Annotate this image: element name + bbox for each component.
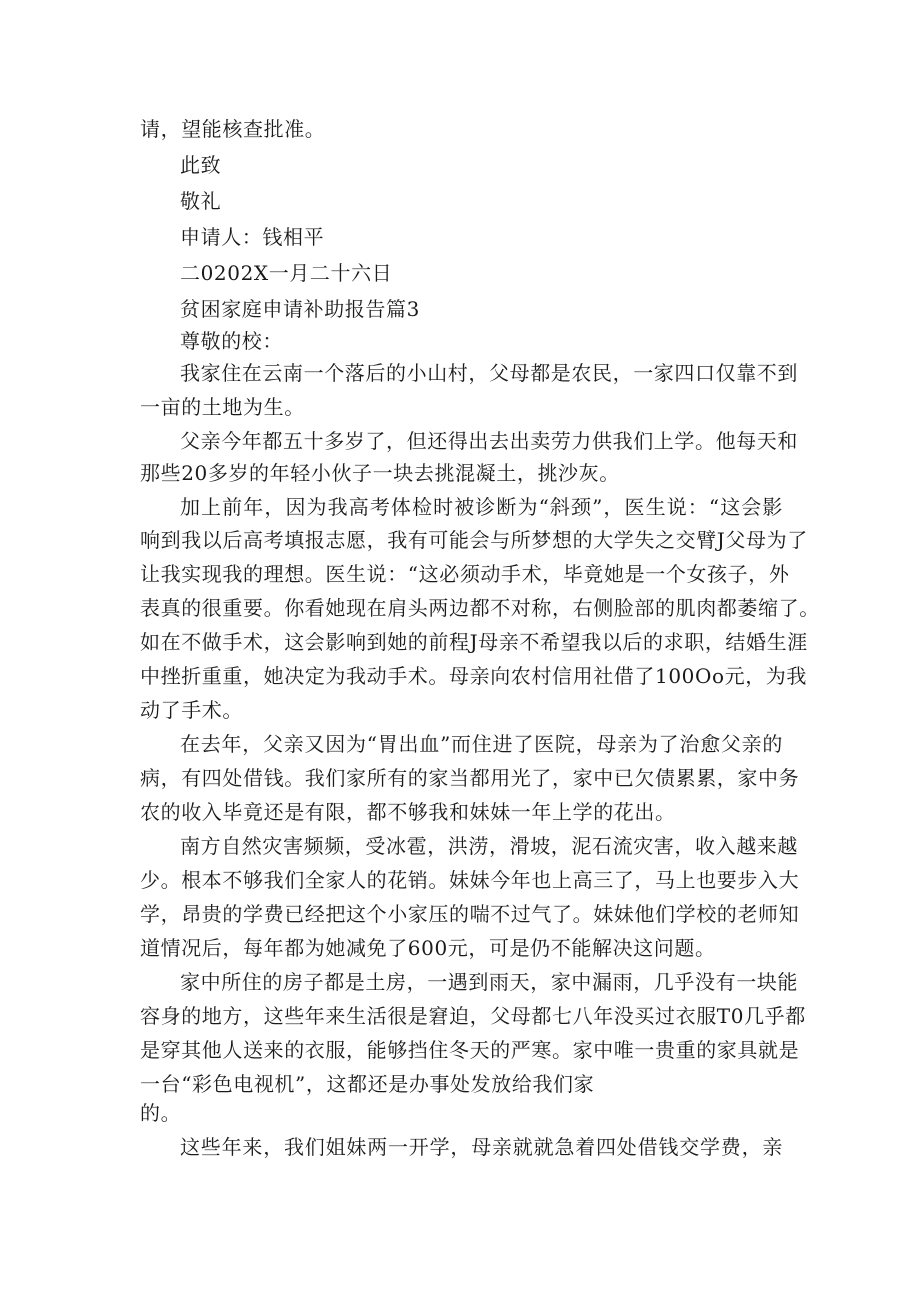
- text-line: 动了手术。: [140, 698, 243, 722]
- text-line: 我家住在云南一个落后的小山村，父母都是农民，一家四口仅靠不到: [180, 361, 798, 385]
- text-line: 那些20多岁的年轻小伙子一块去挑混凝土，挑沙灰。: [140, 461, 620, 485]
- text-line: 少。根本不够我们全家人的花销。妹妹今年也上高三了，马上也要步入大: [140, 868, 800, 892]
- text-line: 道情况后，每年都为她减免了600元，可是仍不能解决这问题。: [140, 936, 716, 960]
- text-line: 中挫折重重，她决定为我动手术。母亲向农村信用社借了100Oo元，为我: [140, 664, 808, 688]
- text-line: 响到我以后高考填报志愿，我有可能会与所梦想的大学失之交臂J父母为了: [140, 528, 808, 552]
- text-line: 是穿其他人送来的衣服，能够挡住冬天的严寒。家中唯一贵重的家具就是: [140, 1038, 800, 1062]
- text-line: 家中所住的房子都是土房，一遇到雨天，家中漏雨，几乎没有一块能: [180, 970, 798, 994]
- text-line: 的。: [140, 1101, 182, 1125]
- text-line: 农的收入毕竟还是有限，都不够我和妹妹一年上学的花出。: [140, 800, 676, 824]
- section-title: 贫困家庭申请补助报告篇3: [180, 297, 420, 321]
- text-line: 父亲今年都五十多岁了，但还得出去出卖劳力供我们上学。他每天和: [180, 429, 798, 453]
- date-line: 二0202X一月二十六日: [180, 261, 393, 285]
- text-line: 学，昂贵的学费已经把这个小家压的喘不过气了。妹妹他们学校的老师知: [140, 902, 800, 926]
- text-line: 让我实现我的理想。医生说：“这必须动手术，毕竟她是一个女孩子，外: [140, 562, 790, 586]
- text-line: 请，望能核查批准。: [140, 117, 326, 141]
- text-line: 南方自然灾害频频，受冰雹，洪涝，滑坡，泥石流灾害，收入越来越: [180, 834, 798, 858]
- text-line: 申请人：钱相平: [180, 225, 325, 249]
- text-line: 一台“彩色电视机”，这都还是办事处发放给我们家: [140, 1072, 595, 1096]
- salutation: 尊敬的校：: [180, 329, 283, 353]
- text-line: 此致: [180, 153, 222, 177]
- text-line: 在去年，父亲又因为“胃出血”而住进了医院，母亲为了治愈父亲的: [180, 732, 783, 756]
- text-line: 这些年来，我们姐妹两一开学，母亲就就急着四处借钱交学费，亲: [180, 1135, 783, 1159]
- text-line: 一亩的土地为生。: [140, 395, 305, 419]
- text-line: 病，有四处借钱。我们家所有的家当都用光了，家中已欠债累累，家中务: [140, 766, 800, 790]
- text-line: 敬礼: [180, 189, 222, 213]
- text-line: 表真的很重要。你看她现在肩头两边都不对称，右侧脸部的肌肉都萎缩了。: [140, 596, 820, 620]
- text-line: 如在不做手术，这会影响到她的前程J母亲不希望我以后的求职，结婚生涯: [140, 630, 808, 654]
- text-line: 容身的地方，这些年来生活很是窘迫，父母都七八年没买过衣服T0几乎都: [140, 1004, 806, 1028]
- text-line: 加上前年，因为我高考体检时被诊断为“斜颈”，医生说：“这会影: [180, 495, 783, 519]
